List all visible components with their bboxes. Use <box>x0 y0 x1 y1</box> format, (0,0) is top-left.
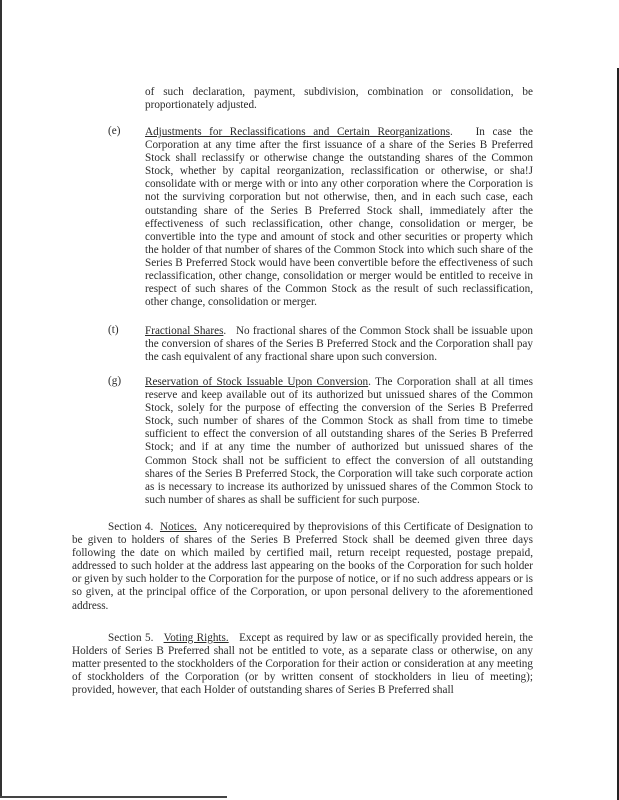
section-4-paragraph <box>72 521 533 613</box>
item-f-body: No fractional shares of the Common Stock shall be issuable upon the conversion of shares of the Series B Preferred Stock and the Corporation shall pay the cash equivalent of any fractional share upon such conversion. <box>145 325 534 364</box>
section-5-heading: Voting Rights. <box>163 632 229 644</box>
item-f-paragraph <box>145 325 533 364</box>
item-marker-g: (g) <box>108 375 122 387</box>
item-e-heading-suffix: . <box>449 126 453 138</box>
item-f-heading-suffix: . <box>223 325 227 337</box>
item-marker-e: (e) <box>108 125 121 137</box>
item-g-body: The Corporation shall at all times reserve and keep available out of its authorized but unissued shares of the Common Stock, solely for the purpose of effecting the conversion of the Series B Preferred Stock, such number of shares of the Common Stock as shall from time to timebe sufficient to effect the conversion of all outstanding shares of the Series B Preferred Stock; and if at any time the number of authorized but unissued shares of the Common Stock shall not be sufficient to effect the conversion of all outstanding shares of the Series B Preferred Stock, the Corporation will take such corporate action as is necessary to increase its authorized by unissued shares of the Common Stock to such number of shares as shall be sufficient for such purpose. <box>145 376 533 506</box>
item-g-heading-suffix: . <box>368 376 371 388</box>
section-5-label: Section 5. <box>108 632 154 644</box>
item-marker-f: (t) <box>108 324 119 336</box>
item-e-body: In case the Corporation at any time after the first issuance of a share of the Series B Preferred Stock shall reclassify or otherwise change the outstanding shares of the Common Stock, whether by capital reorganization, reclassification or otherwise, or sha!J consolidate with or merge with or into any other corporation where the Corporation is not the surviving corporation but not otherwise, then, and in each such case, each outstanding share of the Series B Preferred Stock shall, immediately after the effectiveness of such reclassification, other change, consolidation or merger, be convertible into the type and amount of stock and other securities or property which the holder of that number of shares of the Common Stock into which such share of the Series B Preferred Stock would have been convertible before the effectiveness of such reclassification, other change, consolidation or merger would be entitled to receive in respect of such shares of the Common Stock as the result of such reclassification, other change, consolidation or merger. <box>145 126 533 309</box>
section-5-paragraph <box>72 632 533 697</box>
page-border-left <box>0 0 2 798</box>
continuation-paragraph <box>145 86 533 112</box>
item-e-heading: Adjustments for Reclassifications and Certain Reorganizations <box>145 126 450 138</box>
item-e-paragraph <box>145 126 533 309</box>
section-5-body: Except as required by law or as specifically provided herein, the Holders of Series B Preferred shall not be entitled to vote, as a separate class or otherwise, on any matter presented to the stockholders of the Corporation for their action or consideration at any meeting of stockholders of the Corporation (or by written consent of stockholders in lieu of meeting); provided, however, that each Holder of outstanding shares of Series B Preferred shall <box>72 632 533 697</box>
continuation-text: of such declaration, payment, subdivision, combination or consolidation, be proportionately adjusted. <box>145 86 533 112</box>
section-4-body: Any noticerequired by theprovisions of this Certificate of Designation to be given to holders of shares of the Series B Preferred Stock shall be deemed given three days following the date on which mailed by certified mail, return receipt requested, postage prepaid, addressed to such holder at the address last appearing on the books of the Corporation for such holder or given by such holder to the Corporation for the purpose of notice, or if no such address appears or is so given, at the principal office of the Corporation, or upon personal delivery to the aforementioned address. <box>72 521 534 612</box>
section-4-label: Section 4. <box>108 521 154 533</box>
page-border-bottom <box>0 796 227 798</box>
item-f-heading: Fractional Shares <box>145 325 224 337</box>
section-4-heading: Notices. <box>159 521 197 533</box>
item-g-paragraph <box>145 376 533 507</box>
item-g-heading: Reservation of Stock Issuable Upon Conversion <box>145 376 369 388</box>
